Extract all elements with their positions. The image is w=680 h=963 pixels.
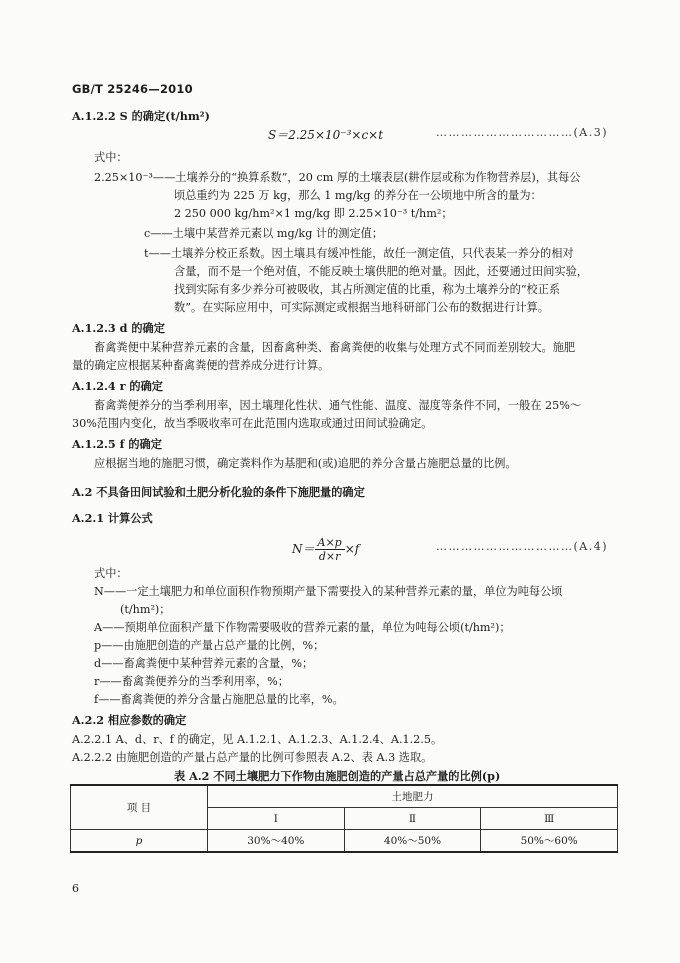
- formula-n-left: N＝: [292, 542, 315, 556]
- def-line: 数”。在实际应用中，可实际测定或根据当地科研部门公布的数据进行计算。: [174, 301, 549, 314]
- def-line: 顷总重约为 225 万 kg，那么 1 mg/kg 的养分在一公顷地中所含的量为：: [174, 189, 542, 202]
- formula-n: [292, 536, 359, 563]
- table-item-header: 项 目: [71, 785, 208, 830]
- formula-n-right: ×f: [344, 542, 360, 556]
- def-line: N——一定土壤肥力和单位面积作物预期产量下需要投入的某种营养元素的量，单位为吨每公顷: [94, 585, 563, 598]
- table-cell: 40%～50%: [344, 830, 481, 853]
- def-line: (t/hm²)；: [120, 603, 171, 616]
- page-number: 6: [72, 882, 79, 895]
- def-line: p——由施肥创造的产量占总产量的比例，%；: [94, 639, 325, 652]
- heading-a22: A.2.2 相应参数的确定: [72, 713, 187, 727]
- heading-a122: A.1.2.2 S 的确定(t/hm²): [72, 109, 210, 123]
- fraction-numerator: A×p: [315, 536, 345, 550]
- heading-a123: A.1.2.3 d 的确定: [72, 321, 165, 335]
- def-line: d——畜禽粪便中某种营养元素的含量，%；: [94, 657, 314, 670]
- paragraph-line: 量的确定应根据某种畜禽粪便的营养成分进行计算。: [72, 359, 330, 372]
- table-level-header: Ⅱ: [344, 808, 481, 830]
- heading-a21: A.2.1 计算公式: [72, 511, 153, 525]
- def-line: 找到实际有多少养分可被吸收，其占所测定值的比重，称为土壤养分的“校正系: [174, 283, 561, 296]
- table-caption: 表 A.2 不同土壤肥力下作物由施肥创造的产量占总产量的比例(p): [174, 769, 501, 783]
- table-cell: 30%～40%: [208, 830, 345, 853]
- def-line: A——预期单位面积产量下作物需要吸收的营养元素的量，单位为吨每公顷(t/hm²)；: [94, 621, 511, 634]
- heading-a2: A.2 不具备田间试验和土肥分析化验的条件下施肥量的确定: [72, 485, 365, 499]
- formula-s: S＝2.25×10⁻³×c×t: [268, 128, 384, 142]
- clause-a2221: A.2.2.1 A、d、r、f 的确定，见 A.1.2.1、A.1.2.3、A.1.2.4、A.1.2.5。: [72, 733, 443, 746]
- def-line: 2.25×10⁻³——土壤养分的“换算系数”，20 cm 厚的土壤表层(耕作层或称为作物营养层)，其每公: [94, 171, 581, 184]
- equation-number-a4: ……………………………(A.4): [435, 540, 608, 553]
- where-label: 式中：: [94, 151, 128, 164]
- heading-a124: A.1.2.4 r 的确定: [72, 379, 163, 393]
- where-label: 式中：: [94, 567, 128, 580]
- equation-a3: [0, 126, 680, 150]
- def-line: 2 250 000 kg/hm²×1 mg/kg 即 2.25×10⁻³ t/hm²；: [174, 207, 453, 220]
- def-line: 含量，而不是一个绝对值，不能反映土壤供肥的绝对量。因此，还要通过田间实验，: [174, 265, 588, 278]
- fertility-table: [70, 784, 618, 853]
- table-level-header: Ⅲ: [481, 808, 618, 830]
- table-cell: 50%～60%: [481, 830, 618, 853]
- paragraph-line: 应根据当地的施肥习惯，确定粪料作为基肥和(或)追肥的养分含量占施肥总量的比例。: [94, 457, 517, 470]
- paragraph-line: 畜禽粪便中某种营养元素的含量，因畜禽种类、畜禽粪便的收集与处理方式不同而差别较大。施肥: [94, 341, 576, 354]
- def-line: t——土壤养分校正系数。因土壤具有缓冲性能，故任一测定值，只代表某一养分的相对: [144, 247, 574, 260]
- paragraph-line: 畜禽粪便养分的当季利用率，因土壤理化性状、通气性能、温度、湿度等条件不同，一般在 25%～: [94, 399, 582, 412]
- table-level-header: Ⅰ: [208, 808, 345, 830]
- def-line: r——畜禽粪便养分的当季利用率，%；: [94, 675, 289, 688]
- heading-a125: A.1.2.5 f 的确定: [72, 437, 162, 451]
- clause-a2222: A.2.2.2 由施肥创造的产量占总产量的比例可参照表 A.2、表 A.3 选取。: [72, 751, 433, 764]
- def-line: f——畜禽粪便的养分含量占施肥总量的比率，%。: [94, 693, 344, 706]
- fraction-denominator: d×r: [318, 550, 341, 563]
- equation-a4: [0, 530, 680, 564]
- formula-fraction: [315, 536, 345, 563]
- equation-number-a3: ……………………………(A.3): [435, 126, 608, 139]
- table-group-header: 土地肥力: [208, 785, 618, 808]
- standard-code: GB/T 25246—2010: [72, 82, 193, 96]
- paragraph-line: 30%范围内变化，故当季吸收率可在此范围内选取或通过田间试验确定。: [72, 417, 433, 430]
- table-row-label: p: [71, 830, 208, 853]
- def-line: c——土壤中某营养元素以 mg/kg 计的测定值；: [144, 227, 384, 240]
